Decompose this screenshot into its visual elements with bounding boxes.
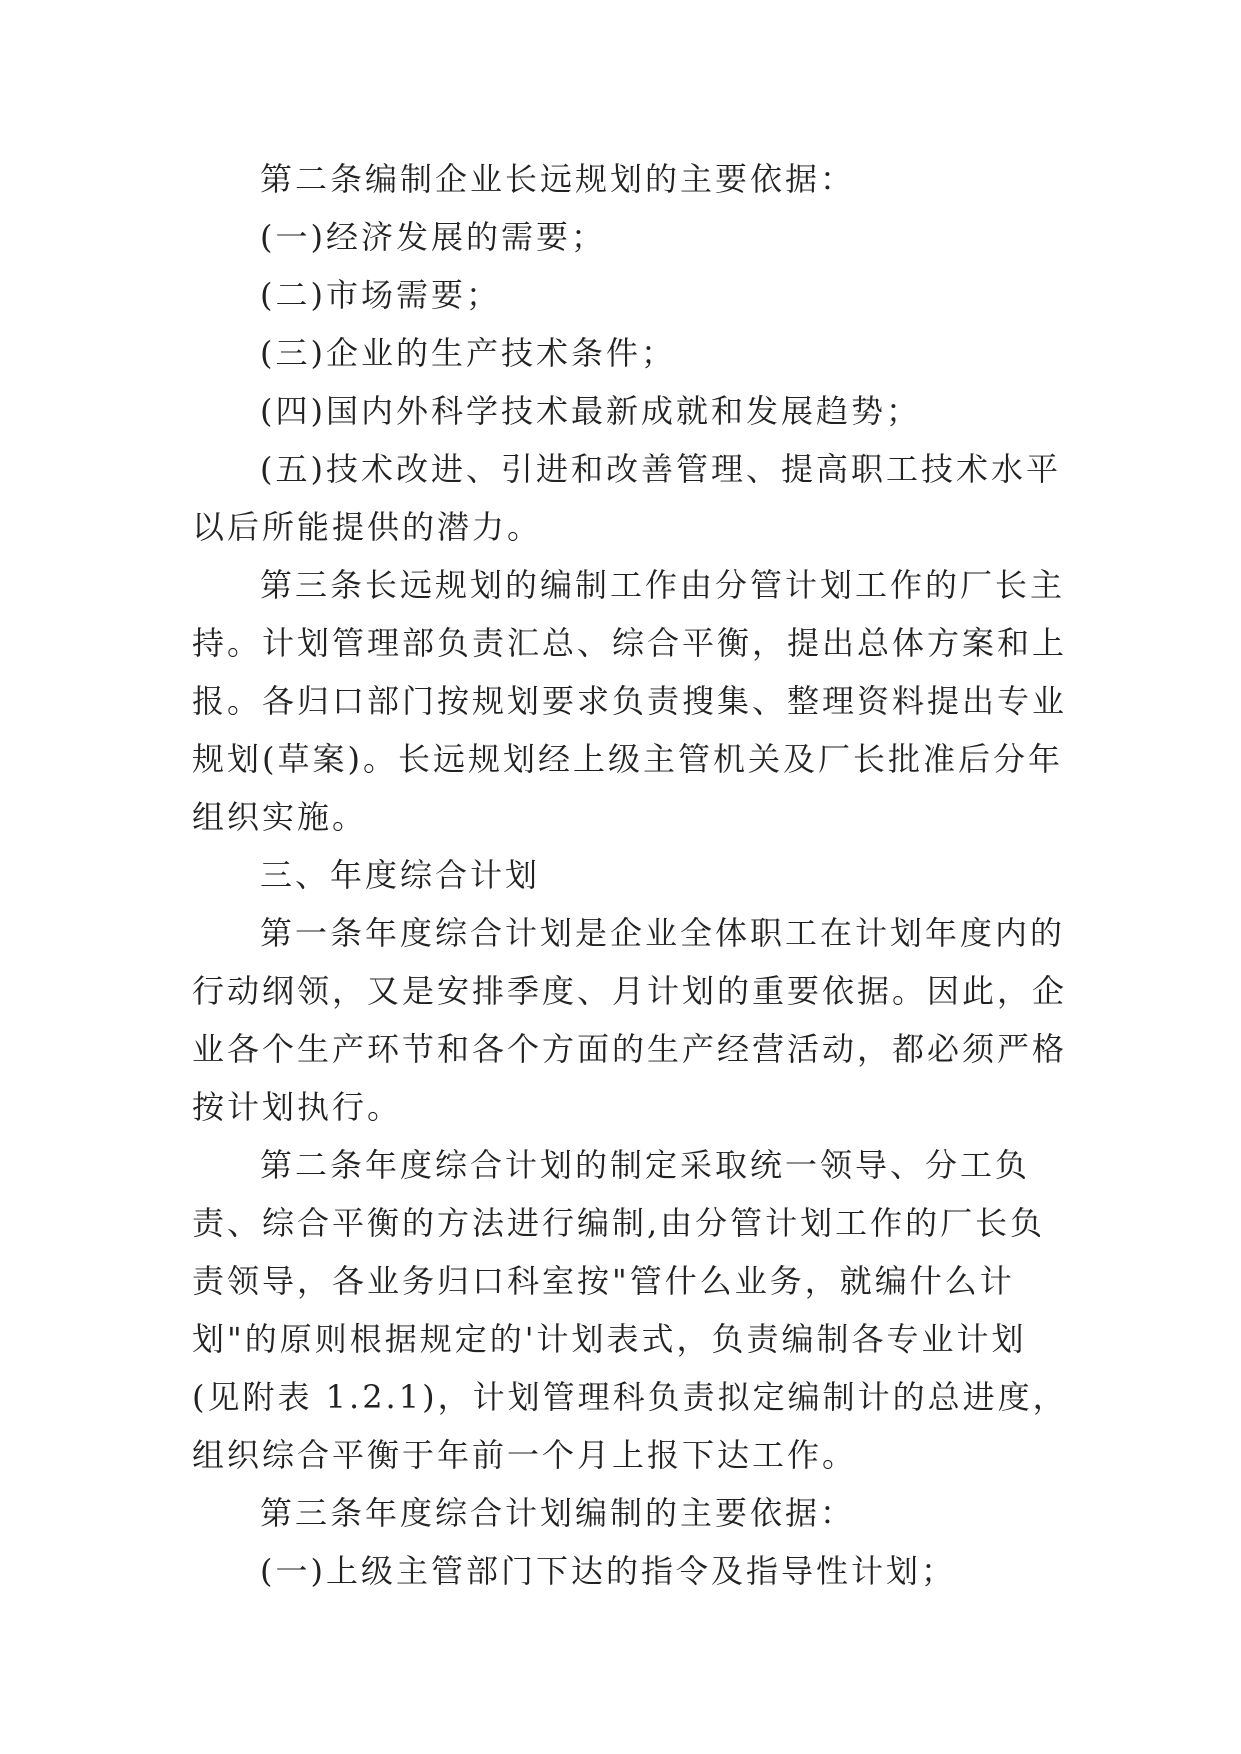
document-body xyxy=(192,150,1072,1600)
paragraph-item-4: (四)国内外科学技术最新成就和发展趋势； xyxy=(260,392,921,430)
paragraph-item-3: (三)企业的生产技术条件； xyxy=(260,334,676,372)
paragraph-article-3-annual-basis: 第三条年度综合计划编制的主要依据： xyxy=(260,1494,856,1532)
paragraph-article-2-basis: 第二条编制企业长远规划的主要依据： xyxy=(260,160,856,198)
paragraph-item-5: (五)技术改进、引进和改善管理、提高职工技术水平以后所能提供的潜力。 xyxy=(192,450,1061,546)
paragraph-item-1: (一)经济发展的需要； xyxy=(260,218,606,256)
section-heading-annual-plan: 三、年度综合计划 xyxy=(260,856,541,894)
paragraph-article-3-long-term: 第三条长远规划的编制工作由分管计划工作的厂长主持。计划管理部负责汇总、综合平衡，提出总体方案和上报。各归口部门按规划要求负责搜集、整理资料提出专业规划(草案)。长远规划经上级主管机关及厂长批准后分年组织实施。 xyxy=(192,566,1068,836)
paragraph-annual-item-1: (一)上级主管部门下达的指令及指导性计划； xyxy=(260,1552,956,1590)
paragraph-item-2: (二)市场需要； xyxy=(260,276,501,314)
paragraph-article-2-annual: 第二条年度综合计划的制定采取统一领导、分工负责、综合平衡的方法进行编制,由分管计划工作的厂长负责领导，各业务归口科室按"管什么业务，就编什么计划"的原则根据规定的'计划表式，负责编制各专业计划(见附表 1.2.1)，计划管理科负责拟定编制计的总进度，组织综合平衡于年前一个月上报下达工作。 xyxy=(192,1146,1068,1474)
paragraph-article-1-annual: 第一条年度综合计划是企业全体职工在计划年度内的行动纲领，又是安排季度、月计划的重要依据。因此，企业各个生产环节和各个方面的生产经营活动，都必须严格按计划执行。 xyxy=(192,914,1068,1126)
